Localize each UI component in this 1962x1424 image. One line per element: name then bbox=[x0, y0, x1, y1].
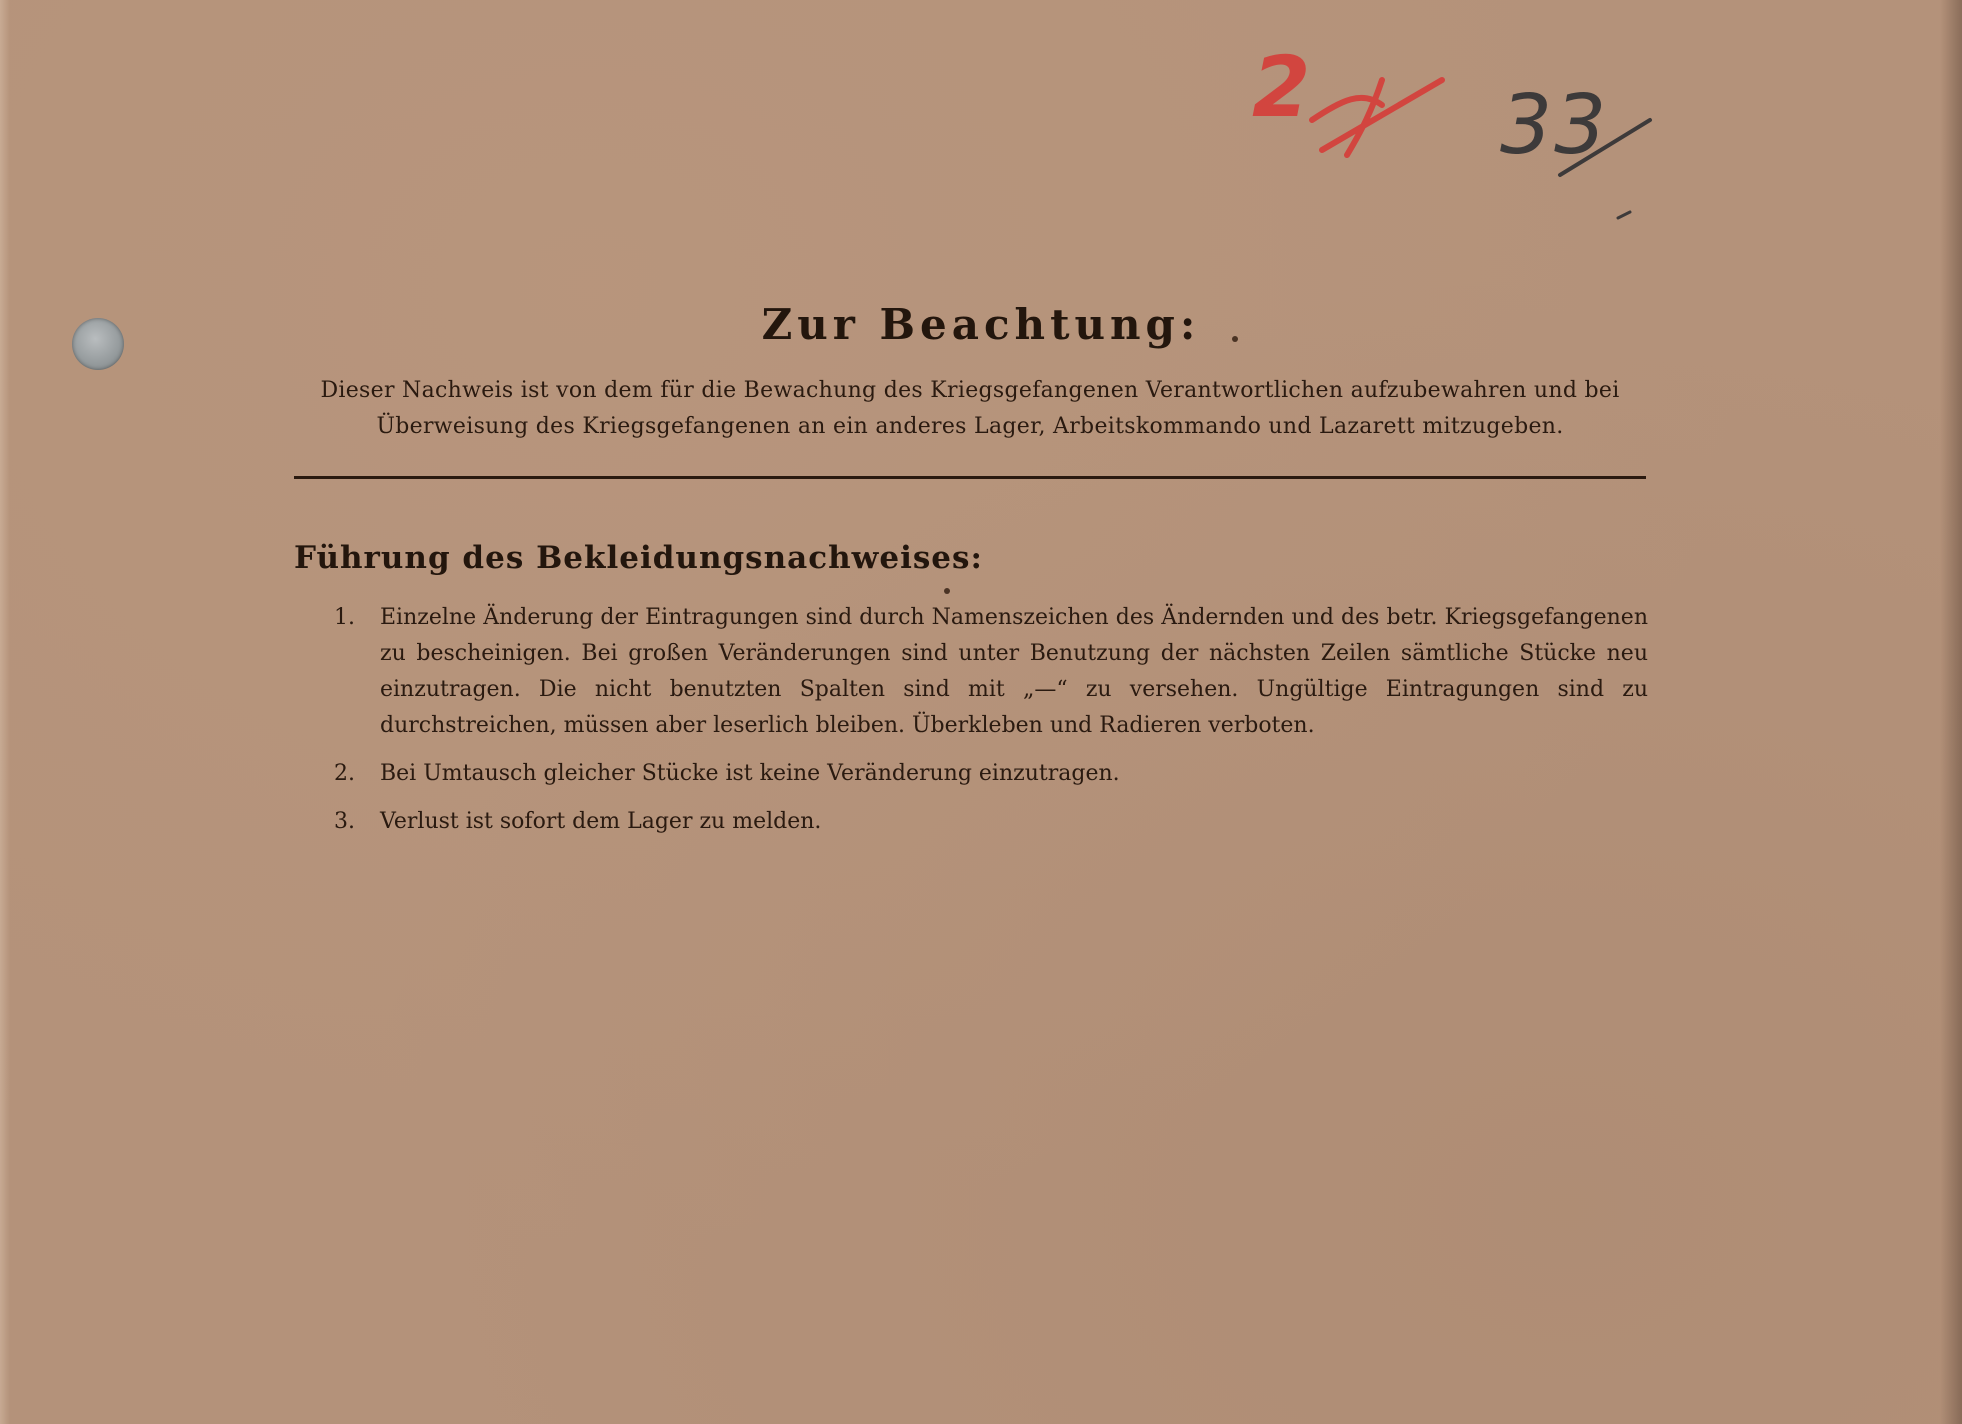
instruction-list bbox=[334, 600, 1648, 852]
list-item-text: Verlust ist sofort dem Lager zu melden. bbox=[380, 809, 822, 834]
section-heading: Führung des Bekleidungsnachweises: bbox=[294, 540, 983, 576]
list-item-text: Einzelne Änderung der Eintragungen sind durch Namenszeichen des Ändernden und des betr. Kriegsgefangenen zu bescheinigen. Bei großen Veränderungen sind unter Benutzung der nächsten Zeilen sämtliche Stücke neu einzutragen. Die nicht benutzten Spalten sind mit „—“ zu versehen. Ungültige Eintragungen sind zu durchstreichen, müssen aber leserlich bleiben. Überkleben und Radieren verboten. bbox=[380, 605, 1648, 738]
red-handwritten-number: 2 bbox=[1252, 38, 1313, 136]
notice-paragraph: Dieser Nachweis ist von dem für die Bewachung des Kriegsgefangenen Verantwortlichen aufzubewahren und bei Überweisung des Kriegsgefangenen an ein anderes Lager, Arbeitskommando und Lazarett mitzugeben. bbox=[320, 378, 1620, 439]
paper-right-edge bbox=[1940, 0, 1962, 1424]
ink-speck bbox=[1232, 336, 1238, 342]
red-strikethrough-mark bbox=[1252, 60, 1452, 170]
grey-handwritten-number: 33 bbox=[1500, 78, 1609, 173]
paper-left-edge bbox=[0, 0, 10, 1424]
list-item bbox=[334, 804, 1648, 840]
list-item-number: 3. bbox=[334, 809, 355, 834]
list-item-number: 1. bbox=[334, 605, 355, 630]
ink-speck bbox=[944, 588, 950, 594]
list-item bbox=[334, 756, 1648, 792]
page-title: Zur Beachtung: bbox=[761, 300, 1201, 349]
list-item-number: 2. bbox=[334, 761, 355, 786]
list-item bbox=[334, 600, 1648, 744]
grey-pencil-stroke bbox=[1500, 100, 1660, 230]
horizontal-rule bbox=[294, 476, 1646, 479]
list-item-text: Bei Umtausch gleicher Stücke ist keine Veränderung einzutragen. bbox=[380, 761, 1120, 786]
